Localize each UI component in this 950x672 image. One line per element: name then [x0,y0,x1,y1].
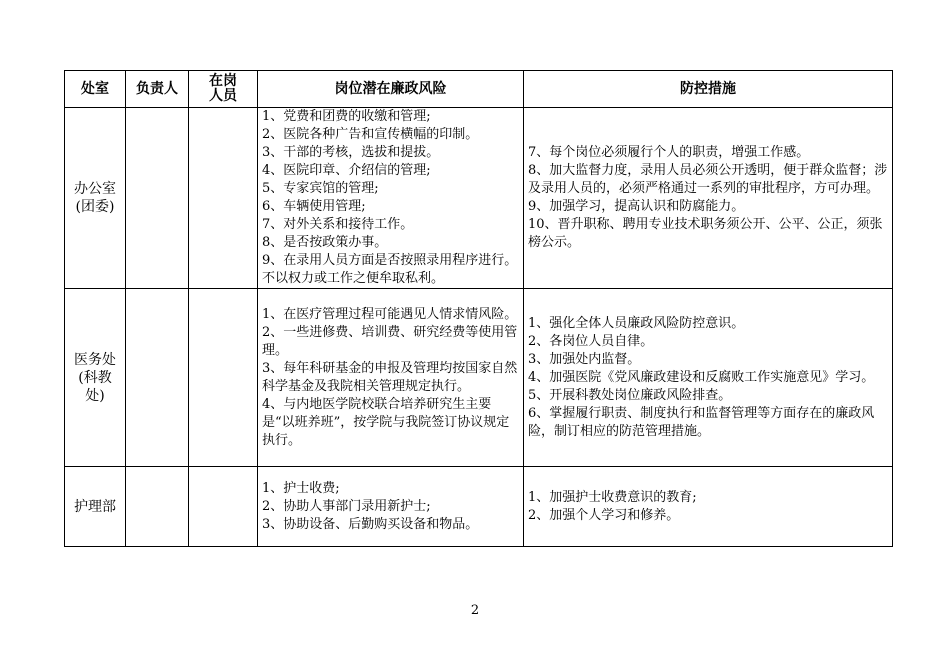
measure-item: 10、晋升职称、聘用专业技术职务须公开、公平、公正，须张榜公示。 [528,217,883,250]
header-staff-line1: 在岗 [209,73,237,89]
table-row [65,467,893,547]
risk-item: 2、一些进修费、培训费、研究经费等使用管理。 [262,324,518,358]
header-dept: 处室 [65,71,126,108]
measures-cell [524,289,893,467]
measure-item: 1、加强护士收费意识的教育; [528,489,697,505]
risks-cell [258,108,524,289]
leader-cell [126,467,189,547]
dept-cell [65,467,126,547]
measures-cell [524,467,893,547]
measure-item: 9、加强学习，提高认识和防腐能力。 [528,199,745,214]
table-row [65,289,893,467]
staff-cell [189,289,258,467]
measure-item: 7、每个岗位必须履行个人的职责，增强工作感。 [528,145,810,160]
dept-alias-end: 处) [85,387,105,404]
header-measures: 防控措施 [524,71,893,108]
dept-cell [65,108,126,289]
dept-cell [65,289,126,467]
dept-name: 护理部 [74,498,116,515]
risk-item: 3、干部的考核，选拔和提拔。 [262,145,440,160]
risk-item: 1、在医疗管理过程可能遇见人情求情风险。 [262,306,518,322]
header-leader: 负责人 [126,71,189,108]
dept-alias: (团委) [75,199,115,215]
leader-cell [126,289,189,467]
risk-item: 9、在录用人员方面是否按照录用程序进行。不以权力或工作之便牟取私利。 [262,253,518,286]
dept-alias: (科教 [78,369,112,386]
measure-item: 1、强化全体人员廉政风险防控意识。 [528,315,745,331]
risk-item: 3、每年科研基金的申报及管理均按国家自然科学基金及我院相关管理规定执行。 [262,360,518,394]
leader-cell [126,108,189,289]
risk-item: 2、医院各种广告和宣传横幅的印制。 [262,127,479,142]
dept-name: 办公室 [74,181,116,197]
table-row [65,108,893,289]
risk-item: 4、与内地医学院校联合培养研究生主要是“以班养班”，按学院与我院签订协议规定执行。 [262,396,510,448]
header-risks: 岗位潜在廉政风险 [258,71,524,108]
page-number: 2 [470,603,480,618]
risk-control-table [64,70,893,547]
risk-item: 1、党费和团费的收缴和管理; [262,109,431,124]
dept-name: 医务处 [74,351,116,368]
measure-item: 2、加强个人学习和修养。 [528,507,680,523]
measure-item: 3、加强处内监督。 [528,351,641,367]
measure-item: 2、各岗位人员自律。 [528,333,654,349]
measure-item: 4、加强医院《党风廉政建设和反腐败工作实施意见》学习。 [528,369,875,385]
measure-item: 5、开展科教处岗位廉政风险排查。 [528,387,732,403]
risk-item: 3、协助设备、后勤购买设备和物品。 [262,516,479,532]
measure-item: 6、掌握履行职责、制度执行和监督管理等方面存在的廉政风险，制订相应的防范管理措施。 [528,405,875,439]
risk-item: 5、专家宾馆的管理; [262,181,379,196]
risks-cell [258,289,524,467]
header-staff-line2: 人员 [209,88,237,104]
staff-cell [189,467,258,547]
risk-item: 1、护士收费; [262,480,340,496]
measures-cell [524,108,893,289]
staff-cell [189,108,258,289]
risks-cell [258,467,524,547]
measure-item: 8、加大监督力度，录用人员必须公开透明，便于群众监督；涉及录用人员的，必须严格通过一系列的审批程序，方可办理。 [528,163,888,196]
risk-item: 7、对外关系和接待工作。 [262,217,414,232]
header-staff [189,71,258,108]
risk-item: 4、医院印章、介绍信的管理; [262,163,431,178]
table-header-row [65,71,893,108]
risk-item: 2、协助人事部门录用新护士; [262,498,431,514]
risk-item: 8、是否按政策办事。 [262,235,388,250]
risk-item: 6、车辆使用管理; [262,199,366,214]
